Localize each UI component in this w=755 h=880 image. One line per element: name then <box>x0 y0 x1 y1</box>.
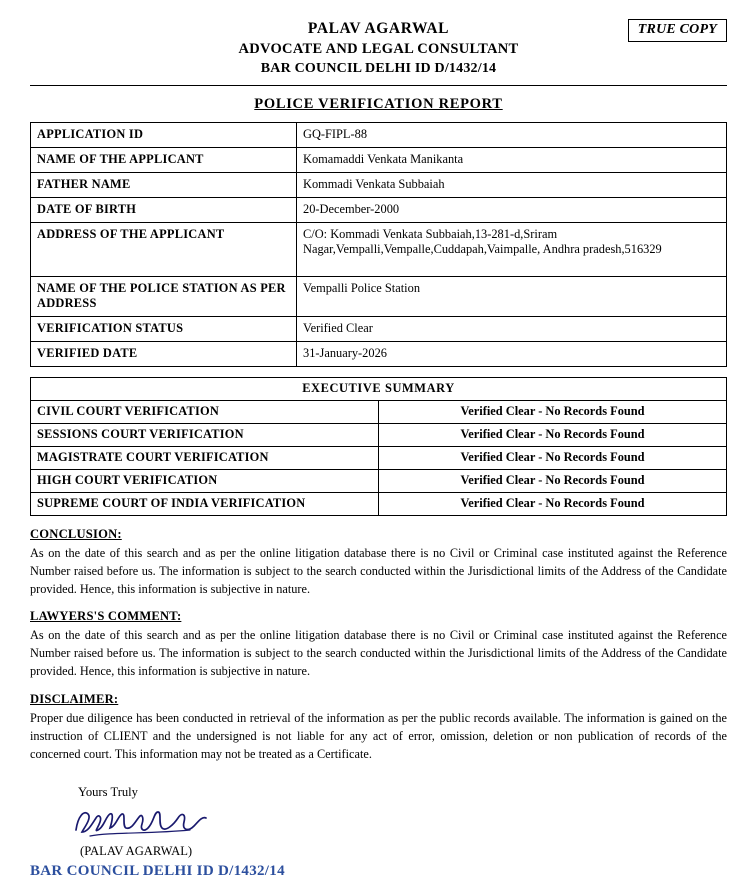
detail-label: DATE OF BIRTH <box>31 198 297 223</box>
disclaimer-body: Proper due diligence has been conducted in retrieval of the information as per the public records available. The information is gained on the instruction of CLIENT and the undersigned is not liable for any act of error, omission, deletion or non publication of records of the concerned court. This information may not be treated as a Certificate. <box>30 710 727 761</box>
detail-label: VERIFICATION STATUS <box>31 317 297 342</box>
conclusion-body: As on the date of this search and as per the online litigation database there is no Civil or Criminal case instituted against the Reference Number raised before us. The information is subject to the search conducted within the Jurisdictional limits of the Address of the Candidate provided. Hence, this information is subjective in nature. <box>30 546 727 596</box>
disclaimer-title: DISCLAIMER: <box>30 691 119 706</box>
address-line-2: Nagar,Vempalli,Vempalle,Cuddapah,Vaimpalle, Andhra pradesh,516329 <box>303 242 662 256</box>
applicant-details-table <box>30 122 727 367</box>
lawyers-comment-title: LAWYERS'S COMMENT: <box>30 609 182 624</box>
table-row <box>31 493 727 516</box>
summary-label: MAGISTRATE COURT VERIFICATION <box>31 447 379 470</box>
table-row <box>31 401 727 424</box>
summary-value: Verified Clear - No Records Found <box>379 493 727 516</box>
summary-value: Verified Clear - No Records Found <box>379 401 727 424</box>
detail-value: Verified Clear <box>297 317 727 342</box>
table-row <box>31 317 727 342</box>
summary-value: Verified Clear - No Records Found <box>379 424 727 447</box>
summary-heading: EXECUTIVE SUMMARY <box>31 378 727 401</box>
true-copy-stamp: TRUE COPY <box>628 19 727 42</box>
letterhead <box>30 20 727 77</box>
handwritten-signature-icon <box>70 802 220 842</box>
lawyers-comment-section <box>30 609 727 680</box>
table-row <box>31 424 727 447</box>
detail-label: NAME OF THE APPLICANT <box>31 148 297 173</box>
detail-label: APPLICATION ID <box>31 123 297 148</box>
detail-label: VERIFIED DATE <box>31 342 297 367</box>
table-row <box>31 123 727 148</box>
table-row <box>31 470 727 493</box>
table-row <box>31 447 727 470</box>
detail-label: NAME OF THE POLICE STATION AS PER ADDRESS <box>31 277 297 317</box>
summary-label: SESSIONS COURT VERIFICATION <box>31 424 379 447</box>
detail-value: 31-January-2026 <box>297 342 727 367</box>
table-row <box>31 148 727 173</box>
report-title: POLICE VERIFICATION REPORT <box>254 96 503 112</box>
table-row <box>31 277 727 317</box>
header-divider <box>30 85 727 86</box>
detail-value: 20-December-2000 <box>297 198 727 223</box>
table-row <box>31 342 727 367</box>
signature-image <box>70 802 727 842</box>
table-row <box>31 378 727 401</box>
detail-label: FATHER NAME <box>31 173 297 198</box>
detail-label: ADDRESS OF THE APPLICANT <box>31 223 297 277</box>
summary-label: CIVIL COURT VERIFICATION <box>31 401 379 424</box>
table-row <box>31 223 727 277</box>
advocate-name: PALAV AGARWAL <box>307 20 450 37</box>
signer-name: (PALAV AGARWAL) <box>80 844 193 859</box>
summary-label: HIGH COURT VERIFICATION <box>31 470 379 493</box>
summary-value: Verified Clear - No Records Found <box>379 470 727 493</box>
detail-value: GQ-FIPL-88 <box>297 123 727 148</box>
detail-value: Kommadi Venkata Subbaiah <box>297 173 727 198</box>
detail-value: Vempalli Police Station <box>297 277 727 317</box>
detail-value: Komamaddi Venkata Manikanta <box>297 148 727 173</box>
executive-summary-table <box>30 377 727 516</box>
summary-label: SUPREME COURT OF INDIA VERIFICATION <box>31 493 379 516</box>
disclaimer-section <box>30 692 727 763</box>
yours-truly-text: Yours Truly <box>78 785 138 800</box>
detail-value <box>297 223 727 277</box>
table-row <box>31 173 727 198</box>
table-row <box>31 198 727 223</box>
summary-value: Verified Clear - No Records Found <box>379 447 727 470</box>
bar-council-id: BAR COUNCIL DELHI ID D/1432/14 <box>260 61 497 76</box>
advocate-role: ADVOCATE AND LEGAL CONSULTANT <box>238 41 519 57</box>
conclusion-section <box>30 527 727 598</box>
footer-bar-council-id: BAR COUNCIL DELHI ID D/1432/14 <box>30 863 285 880</box>
address-line-1: C/O: Kommadi Venkata Subbaiah,13-281-d,Sriram <box>303 227 558 241</box>
conclusion-title: CONCLUSION: <box>30 527 122 541</box>
lawyers-comment-body: As on the date of this search and as per the online litigation database there is no Civil or Criminal case instituted against the Reference Number raised before us. The information is subject to the search conducted within the Jurisdictional limits of the Address of the Candidate provided. Hence, this information is subjective in nature. <box>30 628 727 679</box>
